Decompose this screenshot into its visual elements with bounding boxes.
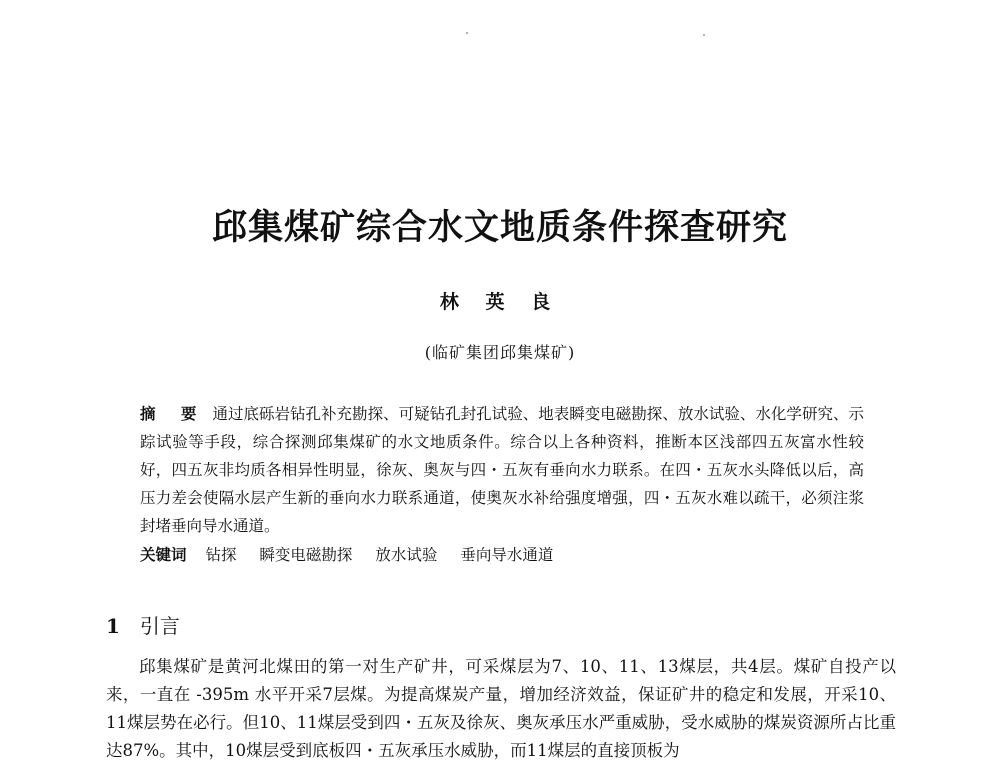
abstract-label: 摘 要	[140, 404, 207, 423]
author-affiliation: (临矿集团邱集煤矿)	[424, 343, 576, 362]
keywords-block	[140, 541, 864, 569]
scan-speck	[703, 34, 705, 36]
scan-specks	[0, 28, 1000, 38]
keyword-item: 瞬变电磁勘探	[259, 546, 353, 564]
author-name: 林 英 良	[439, 291, 561, 313]
scan-speck	[466, 32, 468, 34]
paper-title: 邱集煤矿综合水文地质条件探查研究	[211, 207, 788, 248]
section-number: 1	[106, 614, 120, 638]
abstract-text: 通过底砾岩钻孔补充勘探、可疑钻孔封孔试验、地表瞬变电磁勘探、放水试验、水化学研究、示踪试验等手段，综合探测邱集煤矿的水文地质条件。综合以上各种资料，推断本区浅部四五灰富水性较好，四五灰非均质各相异性明显，徐灰、奥灰与四・五灰有垂向水力联系。在四・五灰水头降低以后，高压力差会使隔水层产生新的垂向水力联系通道，使奥灰水补给强度增强，四・五灰水难以疏干，必须注浆封堵垂向导水通道。	[140, 405, 864, 535]
abstract-block	[140, 400, 864, 540]
section-title: 引言	[139, 614, 180, 638]
body-paragraph: 邱集煤矿是黄河北煤田的第一对生产矿井，可采煤层为7、10、11、13煤层，共4层。煤矿自投产以来，一直在 -395m 水平开采7层煤。为提高煤炭产量，增加经济效益，保证矿井的稳定和发展，开采10、11煤层势在必行。但10、11煤层受到四・五灰及徐灰、奥灰承压水严重威胁，受水威胁的煤炭资源所占比重达87%。其中，10煤层受到底板四・五灰承压水威胁，而11煤层的直接顶板为	[106, 657, 896, 760]
section-heading	[106, 612, 180, 640]
keyword-item: 钻探	[205, 546, 237, 564]
keywords-label: 关键词	[140, 545, 187, 564]
keyword-item: 垂向导水通道	[460, 546, 554, 564]
keyword-item: 放水试验	[375, 546, 438, 564]
